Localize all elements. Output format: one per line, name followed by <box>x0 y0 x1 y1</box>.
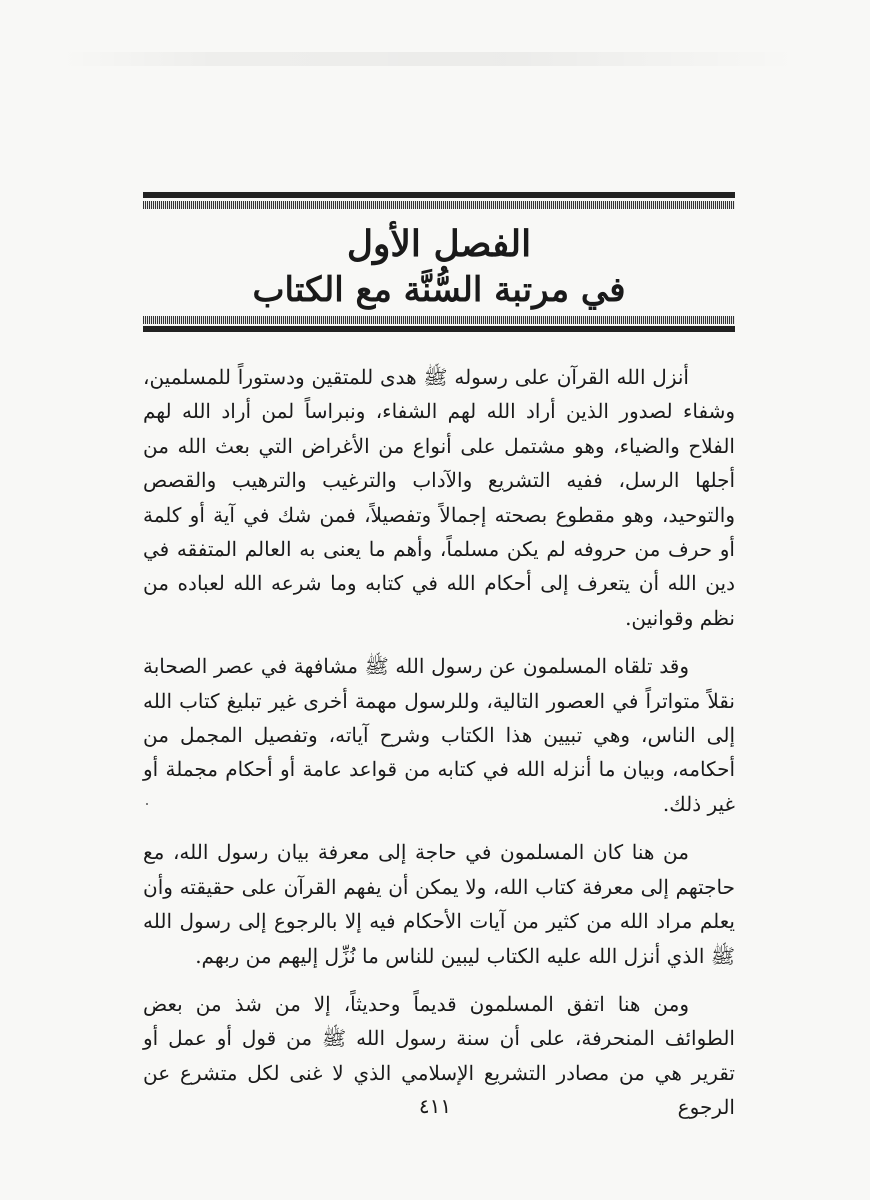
chapter-title: الفصل الأول <box>346 223 532 265</box>
scan-speck <box>146 803 148 805</box>
page-number: ٤١١ <box>418 1094 452 1118</box>
footer-ornamental-rule <box>143 316 735 330</box>
scan-artifact <box>60 52 800 66</box>
paragraph: وقد تلقاه المسلمون عن رسول الله ﷺ مشافهة في عصر الصحابة نقلاً متواتراً في العصور التالية، وللرسول مهمة أخرى غير تبليغ كتاب الله إلى الناس، وهي تبيين هذا الكتاب وشرح آياته، وتفصيل المجمل من أحكامه، وبيان ما أنزله الله في كتابه من قواعد عامة أو أحكام مجملة أو غير ذلك. <box>143 654 735 816</box>
body-text <box>143 360 735 1139</box>
paragraph: من هنا كان المسلمون في حاجة إلى معرفة بيان رسول الله، مع حاجتهم إلى معرفة كتاب الله، ولا يمكن أن يفهم القرآن على حقيقته وأن يعلم مراد الله من كثير من آيات الأحكام فيه إلا بالرجوع إلى رسول الله ﷺ الذي أنزل الله عليه الكتاب ليبين للناس ما نُزِّل إليهم من ربهم. <box>143 840 735 968</box>
chapter-subtitle: في مرتبة السُّنَّة مع الكتاب <box>252 270 626 310</box>
paragraph: أنزل الله القرآن على رسوله ﷺ هدى للمتقين ودستوراً للمسلمين، وشفاء لصدور الذين أراد الله لهم الشفاء، ونبراساً لمن أراد الله لهم الفلاح والضياء، وهو مشتمل على أنواع من الأغراض التي بعث الله من أجلها الرسل، ففيه التشريع والآداب والترغيب والترهيب والقصص والتوحيد، وهو مقطوع بصحته إجمالاً وتفصيلاً، فمن شك في آية أو كلمة أو حرف من حروفه لم يكن مسلماً، وأهم ما يعنى به العالم المتفقه في دين الله أن يتعرف إلى أحكام الله في كتابه وما شرعه الله لعباده من نظم وقوانين. <box>143 365 736 630</box>
header-ornamental-rule <box>143 192 735 212</box>
paragraph: ومن هنا اتفق المسلمون قديماً وحديثاً، إلا من شذ من بعض الطوائف المنحرفة، على أن سنة رسول الله ﷺ من قول أو عمل أو تقرير هي من مصادر التشريع الإسلامي الذي لا غنى لكل متشرع عن الرجوع <box>143 991 735 1120</box>
